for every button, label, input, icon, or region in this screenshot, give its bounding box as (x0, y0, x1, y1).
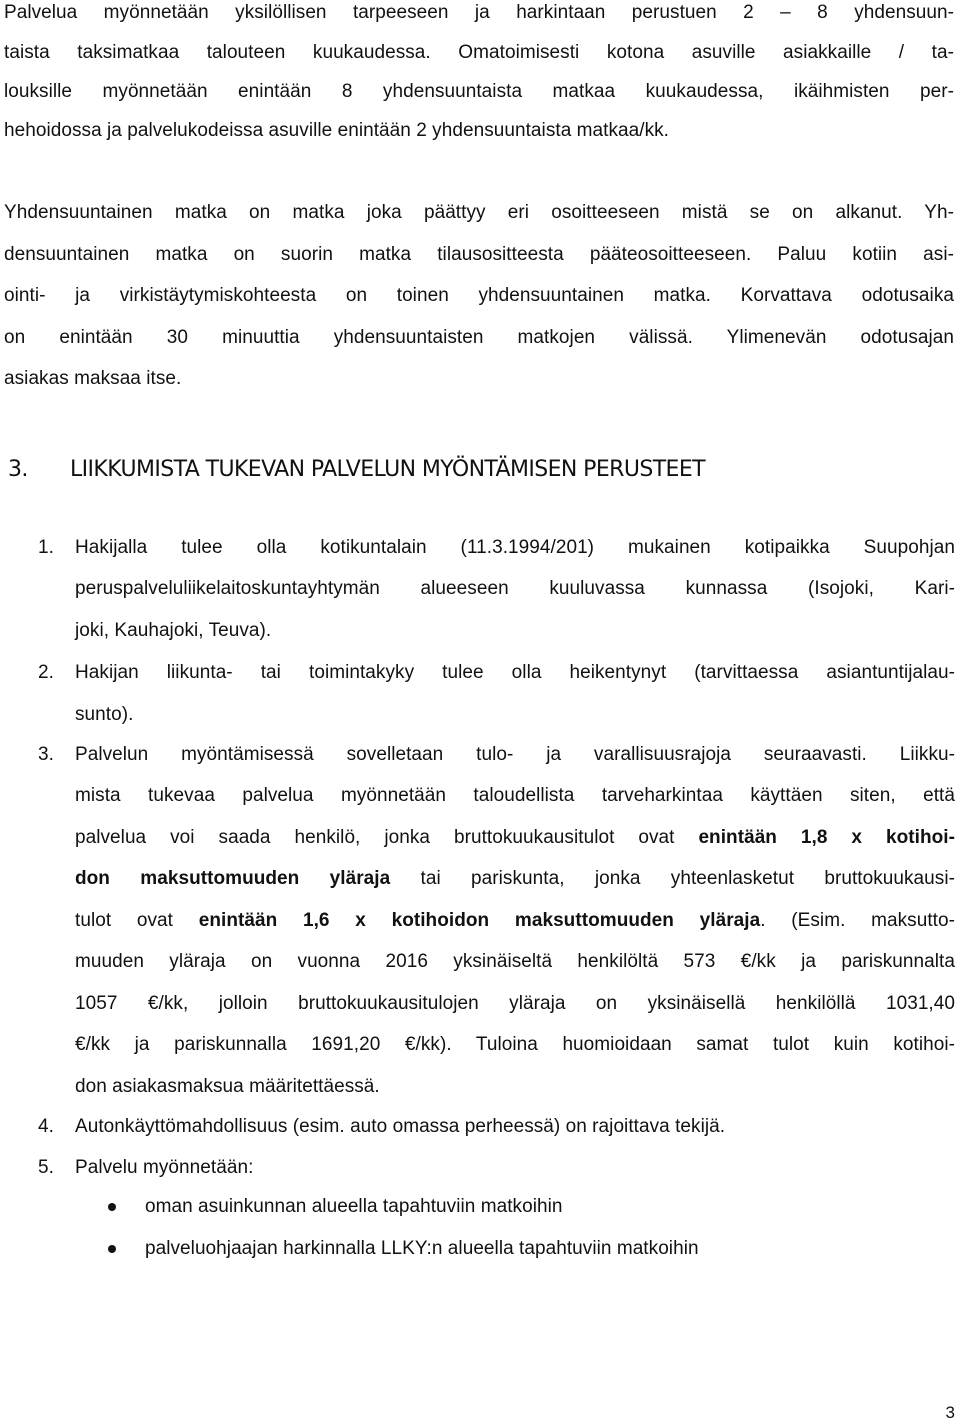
bullet-dot-icon (108, 1203, 116, 1211)
list-item-line: peruspalveluliikelaitoskuntayhtymän alueeseen kuuluvassa kunnassa (Isojoki, Kari- (75, 578, 955, 599)
section-number: 3. (8, 457, 28, 482)
list-item-line: Hakijalla tulee olla kotikuntalain (11.3.1994/201) mukainen kotipaikka Suupohjan (75, 537, 955, 558)
bold-text: enintään 1,8 x kotihoi- (698, 827, 956, 848)
paragraph-line: on enintään 30 minuuttia yhdensuuntaisten matkojen välissä. Ylimenevän odotusajan (4, 327, 954, 348)
list-item-number: 5. (38, 1157, 54, 1178)
bold-text: don maksuttomuuden yläraja (75, 868, 391, 889)
list-item-line: sunto). (75, 704, 134, 725)
list-item-line (75, 908, 955, 934)
bullet-text: palveluohjaajan harkinnalla LLKY:n alueella tapahtuviin matkoihin (145, 1238, 699, 1259)
text-run: palvelua voi saada henkilö, jonka bruttokuukausitulot ovat (75, 827, 699, 848)
text-run: tai pariskunta, jonka yhteenlasketut bruttokuukausi- (390, 868, 955, 889)
paragraph-line: Palvelua myönnetään yksilöllisen tarpeeseen ja harkintaan perustuen 2 – 8 yhdensuun- (4, 2, 954, 23)
list-item-line: Hakijan liikunta- tai toimintakyky tulee olla heikentynyt (tarvittaessa asiantuntijalau- (75, 662, 955, 683)
list-item-line: 1057 €/kk, jolloin bruttokuukausitulojen yläraja on yksinäisellä henkilöllä 1031,40 (75, 993, 955, 1014)
bullet-text: oman asuinkunnan alueella tapahtuviin matkoihin (145, 1196, 563, 1217)
list-item-line: Palvelu myönnetään: (75, 1157, 254, 1178)
paragraph-line: densuuntainen matka on suorin matka tilausositteesta pääteosoitteeseen. Paluu kotiin asi- (4, 244, 954, 265)
paragraph-line: Yhdensuuntainen matka on matka joka päättyy eri osoitteeseen mistä se on alkanut. Yh- (4, 202, 954, 223)
list-item-line (75, 825, 955, 851)
text-run: . (Esim. maksutto- (760, 910, 955, 931)
list-item-line: Autonkäyttömahdollisuus (esim. auto omassa perheessä) on rajoittava tekijä. (75, 1116, 726, 1137)
list-item-line: joki, Kauhajoki, Teuva). (75, 620, 272, 641)
list-item-line: muuden yläraja on vuonna 2016 yksinäiseltä henkilöltä 573 €/kk ja pariskunnalta (75, 951, 955, 972)
list-item-line (75, 866, 955, 892)
bullet-dot-icon (108, 1245, 116, 1253)
paragraph-line: louksille myönnetään enintään 8 yhdensuuntaista matkaa kuukaudessa, ikäihmisten per- (4, 81, 954, 102)
bold-text: enintään 1,6 x kotihoidon maksuttomuuden yläraja (198, 910, 761, 931)
paragraph-line: taista taksimatkaa talouteen kuukaudessa. Omatoimisesti kotona asuville asiakkaille / ta- (4, 42, 954, 63)
list-item-number: 3. (38, 744, 54, 765)
text-run: tulot ovat (75, 910, 199, 931)
list-item-number: 4. (38, 1116, 54, 1137)
list-item-line: mista tukevaa palvelua myönnetään taloudellista tarveharkintaa käyttäen siten, että (75, 785, 955, 806)
paragraph-line: asiakas maksaa itse. (4, 368, 182, 389)
section-heading (8, 454, 705, 486)
paragraph-line: hehoidossa ja palvelukodeissa asuville enintään 2 yhdensuuntaista matkaa/kk. (4, 120, 670, 141)
list-item-line: €/kk ja pariskunnalla 1691,20 €/kk). Tuloina huomioidaan samat tulot kuin kotihoi- (75, 1034, 955, 1055)
list-item-line: don asiakasmaksua määritettäessä. (75, 1076, 380, 1097)
list-item-number: 1. (38, 537, 54, 558)
list-item-line: Palvelun myöntämisessä sovelletaan tulo- ja varallisuusrajoja seuraavasti. Liikku- (75, 744, 955, 765)
section-title: LIIKKUMISTA TUKEVAN PALVELUN MYÖNTÄMISEN PERUSTEET (70, 457, 705, 482)
list-item-number: 2. (38, 662, 54, 683)
page-number: 3 (945, 1403, 955, 1422)
paragraph-line: ointi- ja virkistäytymiskohteesta on toinen yhdensuuntainen matka. Korvattava odotusaika (4, 285, 954, 306)
